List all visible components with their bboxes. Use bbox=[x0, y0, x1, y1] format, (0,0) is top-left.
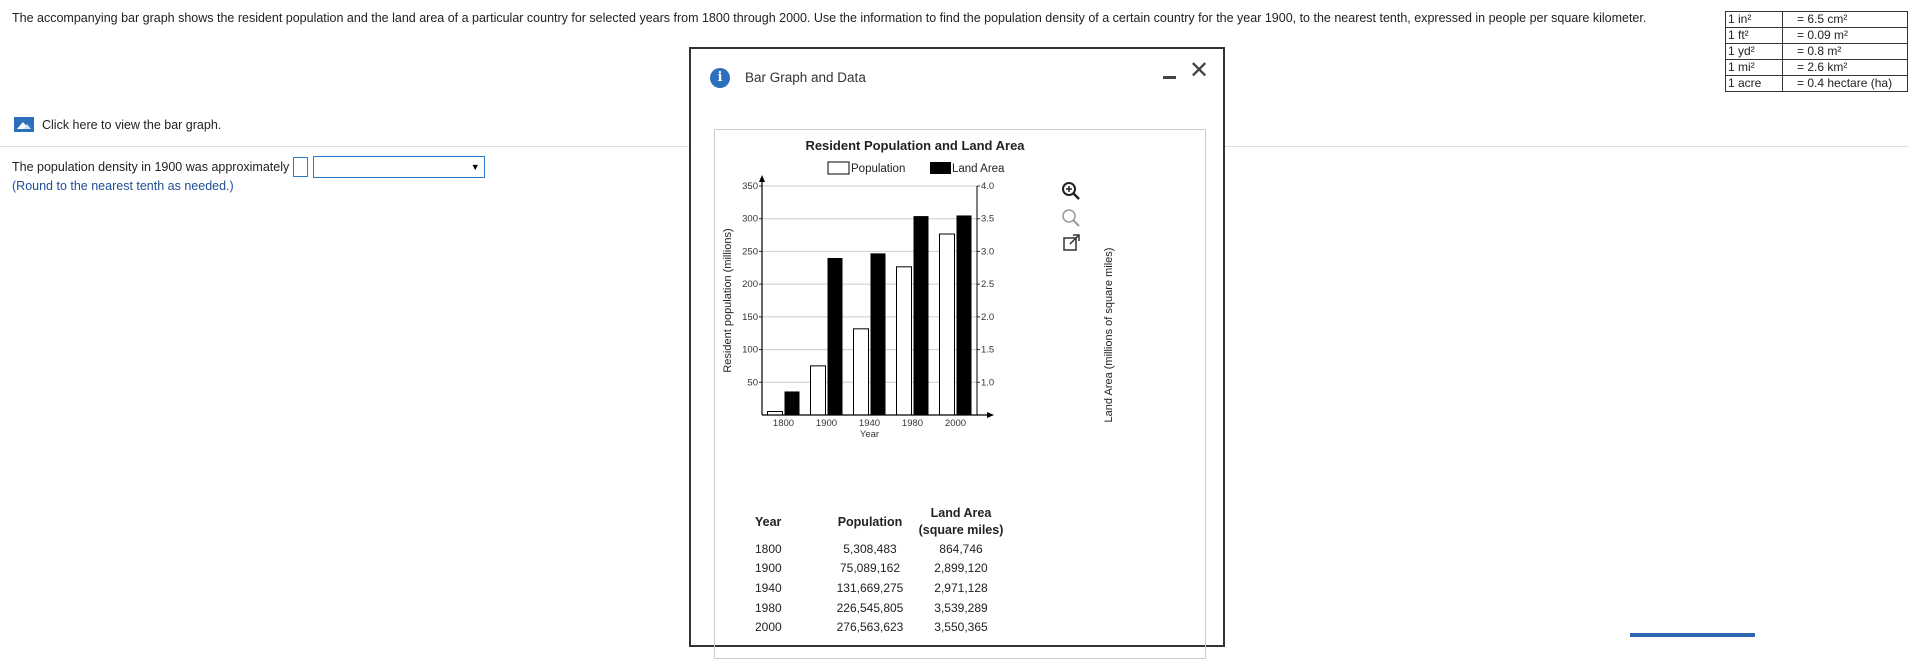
bar-land-area bbox=[871, 253, 886, 415]
y-axis-title-left: Resident population (millions) bbox=[722, 228, 734, 373]
y-tick-label-left: 50 bbox=[747, 377, 758, 389]
table-row bbox=[755, 539, 1009, 559]
y-tick-label-left: 150 bbox=[742, 311, 758, 323]
y-tick-label-right: 3.5 bbox=[981, 213, 995, 225]
y-axis-arrow-icon bbox=[759, 175, 765, 182]
chart-panel bbox=[714, 129, 1206, 659]
bar-population bbox=[897, 267, 912, 415]
conversion-left: 1 in² bbox=[1726, 12, 1783, 28]
bar-graph-dialog bbox=[689, 47, 1225, 647]
bar-population bbox=[854, 329, 869, 415]
round-note: (Round to the nearest tenth as needed.) bbox=[12, 179, 234, 193]
header-land-area-line1: Land Area bbox=[930, 506, 992, 520]
cell-land-area: 864,746 bbox=[939, 541, 983, 556]
bar-chart bbox=[715, 130, 1205, 480]
x-axis-arrow-icon bbox=[987, 412, 994, 418]
legend-swatch-land-area bbox=[930, 162, 951, 174]
table-row bbox=[755, 578, 1009, 598]
bar-land-area bbox=[957, 215, 972, 415]
zoom-out-button[interactable] bbox=[1060, 207, 1082, 229]
y-tick-label-right: 2.0 bbox=[981, 311, 995, 323]
cell-year: 2000 bbox=[755, 620, 782, 635]
bar-land-area bbox=[914, 216, 929, 415]
y-tick-label-left: 100 bbox=[742, 344, 758, 356]
table-header-row bbox=[755, 505, 1009, 539]
x-tick-label: 1940 bbox=[858, 418, 881, 429]
y-tick-label-right: 3.0 bbox=[981, 246, 995, 258]
header-land-area bbox=[913, 505, 1009, 539]
y-axis-title-right: Land Area (millions of square miles) bbox=[1103, 247, 1115, 423]
conversion-row bbox=[1726, 12, 1908, 28]
cell-population: 5,308,483 bbox=[843, 541, 897, 556]
cell-land-area: 3,539,289 bbox=[934, 600, 988, 615]
cell-year: 1800 bbox=[755, 541, 782, 556]
bar-land-area bbox=[828, 258, 843, 415]
external-link-icon bbox=[1061, 233, 1083, 255]
cell-population: 276,563,623 bbox=[836, 620, 904, 635]
minimize-button[interactable] bbox=[1163, 76, 1176, 79]
header-land-area-line2: (square miles) bbox=[918, 523, 1004, 537]
header-year: Year bbox=[755, 515, 782, 529]
popout-button[interactable] bbox=[1061, 233, 1083, 255]
cell-year: 1940 bbox=[755, 580, 782, 595]
conversion-right: = 0.8 m² bbox=[1783, 44, 1908, 60]
legend-label-land-area: Land Area bbox=[952, 163, 1005, 175]
x-tick-label: 1980 bbox=[901, 418, 924, 429]
x-tick-label: 1800 bbox=[772, 418, 795, 429]
legend-label-population: Population bbox=[851, 163, 906, 175]
legend-swatch-population bbox=[828, 162, 849, 174]
view-bar-graph-link[interactable] bbox=[14, 117, 221, 132]
close-button[interactable]: ✕ bbox=[1188, 56, 1210, 84]
conversion-left: 1 mi² bbox=[1726, 60, 1783, 76]
answer-input[interactable] bbox=[293, 157, 308, 177]
cell-population: 226,545,805 bbox=[836, 600, 904, 615]
conversion-table bbox=[1725, 11, 1908, 92]
unit-select[interactable] bbox=[313, 156, 485, 178]
y-tick-label-left: 200 bbox=[742, 279, 758, 291]
view-link-label: Click here to view the bar graph. bbox=[42, 117, 222, 132]
question-text: The accompanying bar graph shows the resident population and the land area of a particular country for selected years from 1800 through 2000. Use the information to find the population density of a certain country for the year 1900, to the nearest tenth, expressed in people per square kilometer. bbox=[12, 11, 1647, 25]
y-tick-label-left: 350 bbox=[742, 181, 758, 192]
conversion-row bbox=[1726, 76, 1908, 92]
zoom-in-button[interactable] bbox=[1060, 180, 1082, 202]
y-tick-label-left: 250 bbox=[742, 246, 758, 258]
next-button-edge[interactable] bbox=[1630, 633, 1755, 637]
y-tick-label-left: 300 bbox=[742, 213, 758, 225]
cell-land-area: 2,899,120 bbox=[934, 561, 988, 576]
conversion-row bbox=[1726, 28, 1908, 44]
cell-year: 1900 bbox=[755, 561, 782, 576]
table-row bbox=[755, 559, 1009, 579]
y-tick-label-right: 1.0 bbox=[981, 377, 995, 389]
conversion-right: = 6.5 cm² bbox=[1783, 12, 1908, 28]
image-icon bbox=[14, 117, 34, 132]
dropdown-arrow-icon: ▼ bbox=[470, 162, 480, 172]
conversion-left: 1 yd² bbox=[1726, 44, 1783, 60]
chart-title: Resident Population and Land Area bbox=[805, 138, 1025, 153]
answer-prompt: The population density in 1900 was approximately bbox=[12, 160, 290, 174]
y-tick-label-right: 1.5 bbox=[981, 344, 995, 356]
cell-land-area: 3,550,365 bbox=[934, 620, 988, 635]
conversion-left: 1 ft² bbox=[1726, 28, 1783, 44]
x-tick-label: 1900 bbox=[815, 418, 838, 429]
x-axis-title: Year bbox=[859, 429, 880, 440]
conversion-right: = 0.09 m² bbox=[1783, 28, 1908, 44]
dialog-header bbox=[691, 49, 1223, 97]
bar-population bbox=[940, 234, 955, 415]
y-tick-label-right: 2.5 bbox=[981, 279, 995, 291]
conversion-left: 1 acre bbox=[1726, 76, 1783, 92]
info-icon: i bbox=[710, 68, 730, 88]
conversion-right: = 2.6 km² bbox=[1783, 60, 1908, 76]
bar-population bbox=[811, 366, 826, 415]
conversion-row bbox=[1726, 60, 1908, 76]
table-row bbox=[755, 617, 1009, 637]
zoom-out-icon bbox=[1060, 207, 1082, 229]
cell-population: 131,669,275 bbox=[836, 580, 904, 595]
data-table bbox=[755, 505, 1009, 637]
y-tick-label-right: 4.0 bbox=[981, 181, 995, 192]
answer-line bbox=[12, 156, 485, 178]
conversion-row bbox=[1726, 44, 1908, 60]
conversion-right: = 0.4 hectare (ha) bbox=[1783, 76, 1908, 92]
header-population: Population bbox=[837, 515, 903, 529]
cell-year: 1980 bbox=[755, 600, 782, 615]
x-tick-label: 2000 bbox=[944, 418, 967, 429]
table-row bbox=[755, 598, 1009, 618]
cell-population: 75,089,162 bbox=[839, 561, 901, 576]
zoom-in-icon bbox=[1060, 180, 1082, 202]
bar-land-area bbox=[785, 391, 800, 415]
cell-land-area: 2,971,128 bbox=[934, 580, 988, 595]
dialog-title: Bar Graph and Data bbox=[745, 70, 866, 85]
